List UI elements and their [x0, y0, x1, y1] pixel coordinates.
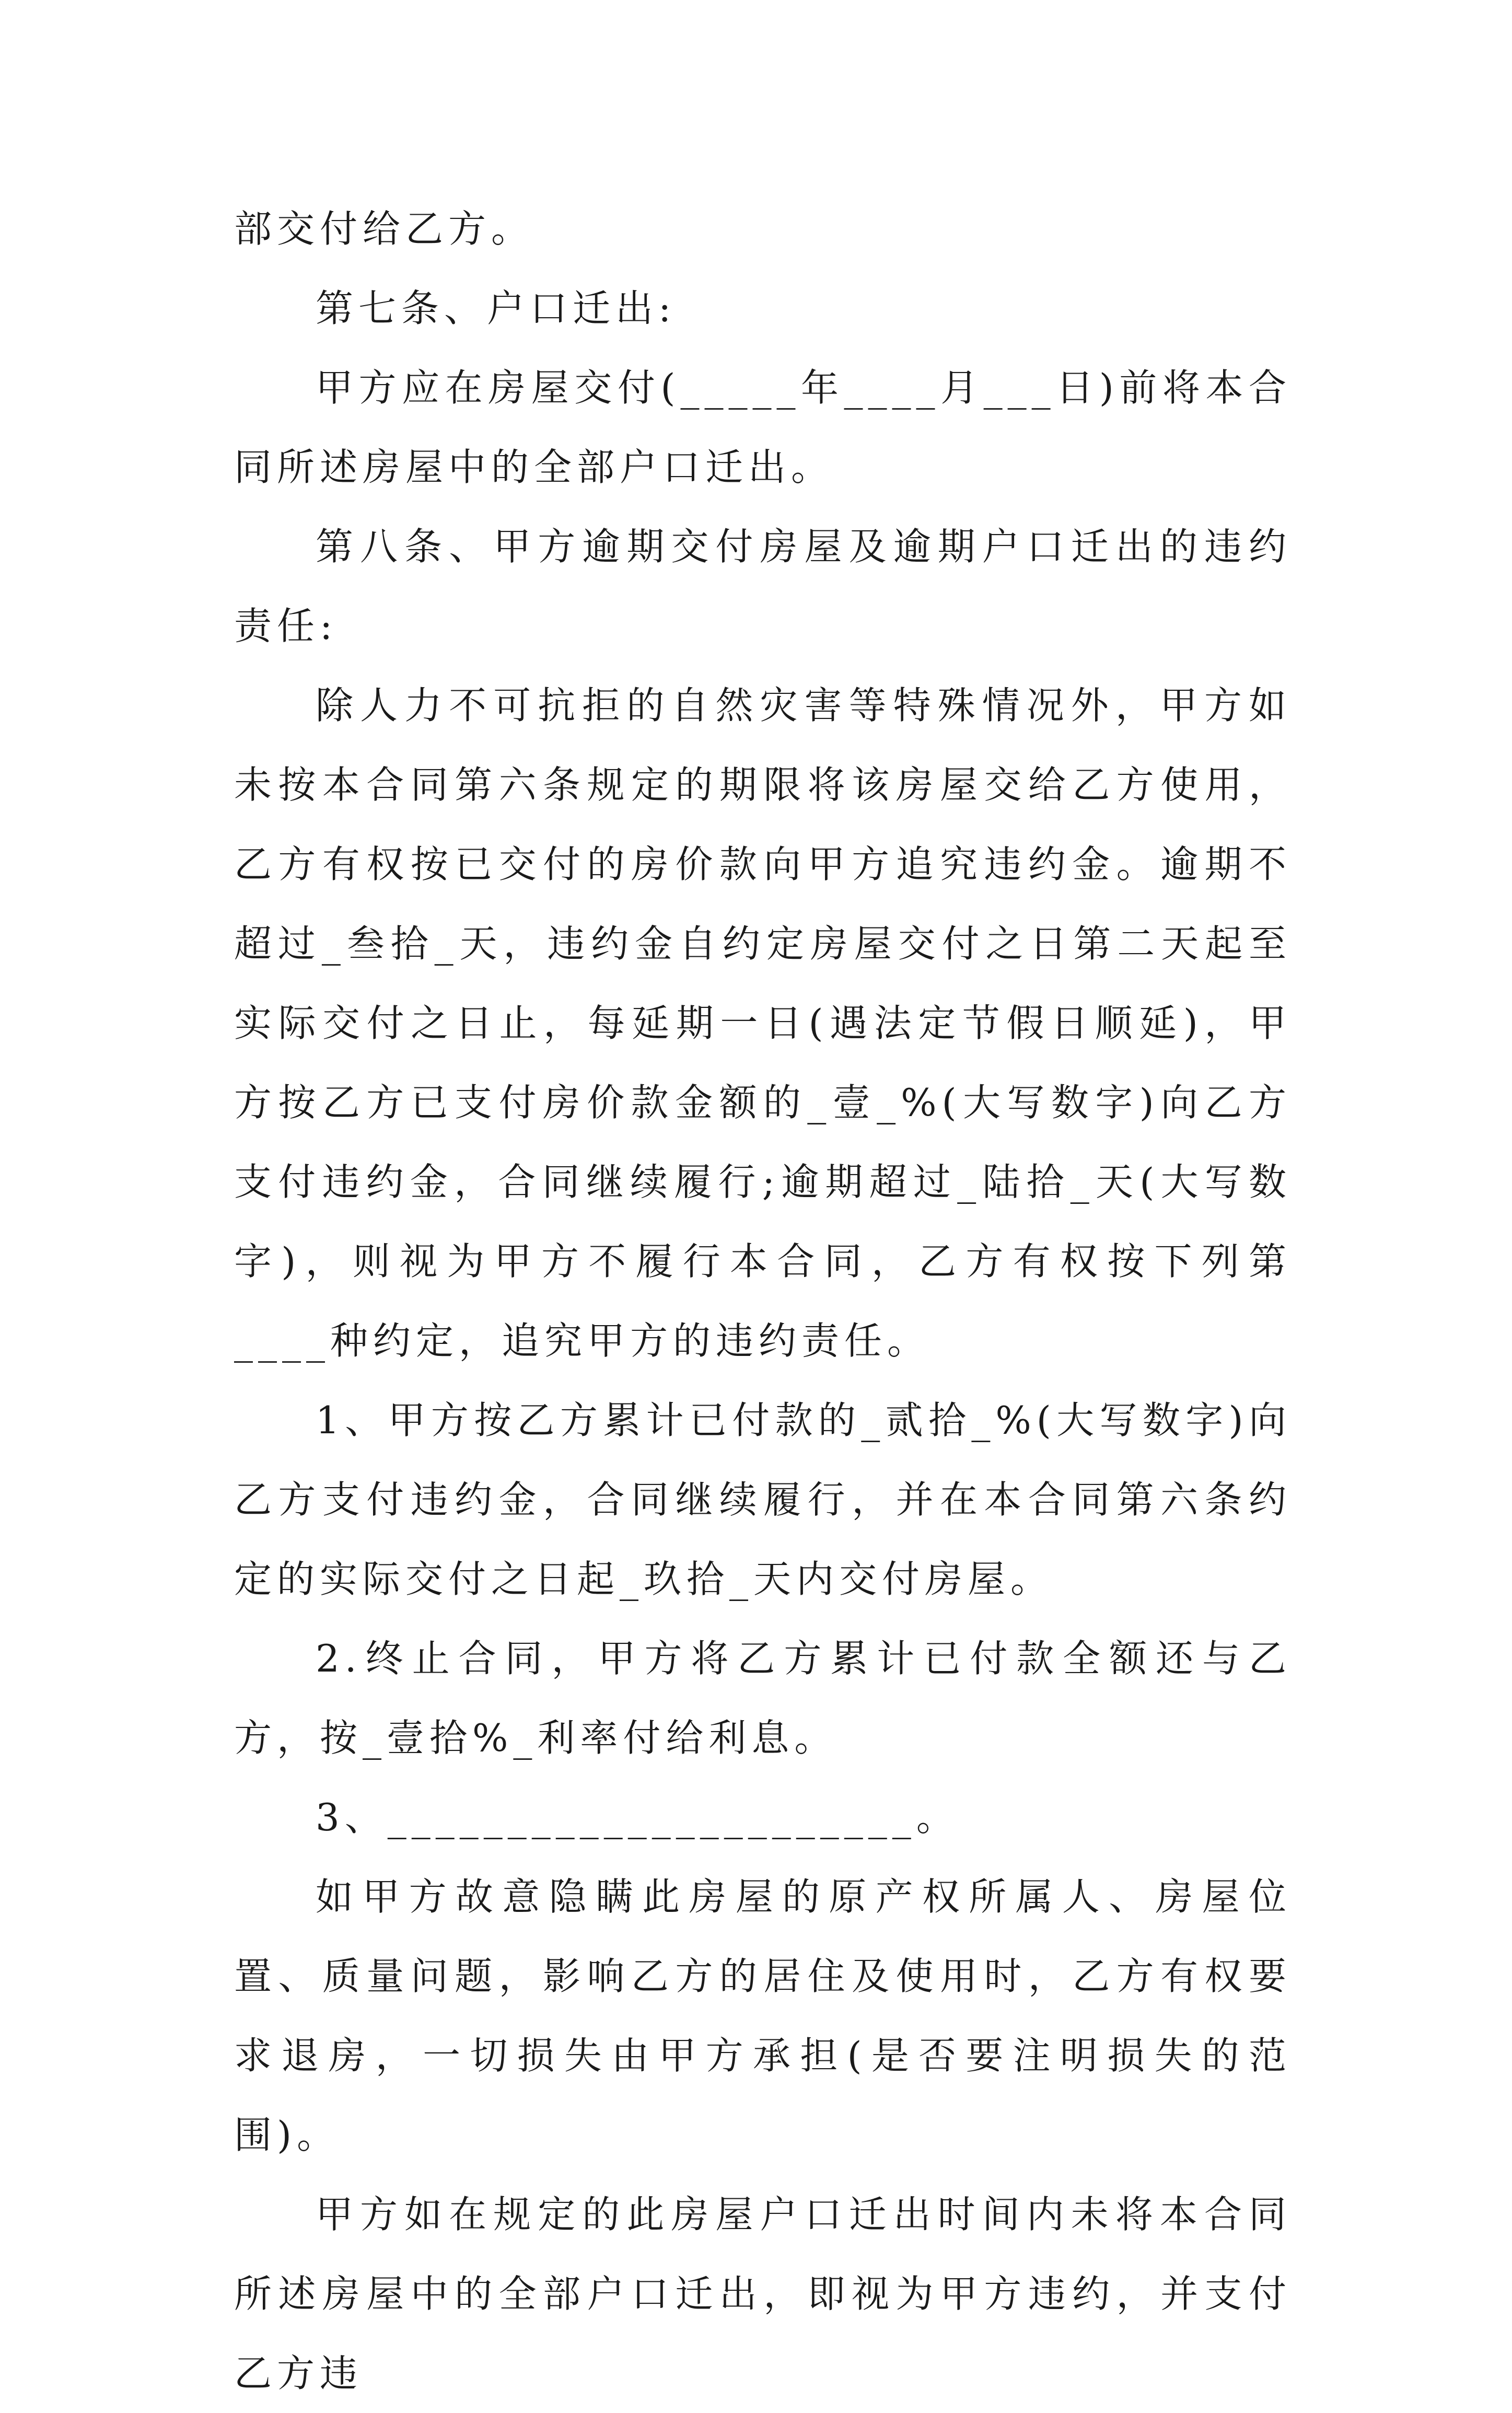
article-7-heading: 第七条、户口迁出:: [316, 286, 677, 330]
clause-2: 2.终止合同，甲方将乙方累计已付款全额还与乙方，按_壹拾%_利率付给利息。: [234, 1637, 1292, 1760]
article-8-text: 除人力不可抗拒的自然灾害等特殊情况外，甲方如未按本合同第六条规定的期限将该房屋交给乙方使用，乙方有权按已交付的房价款向甲方追究违约金。逾期不超过_叁拾_天，违约金自约定房屋交付之日第二天起至实际交付之日止，每延期一日(遇法定节假日顺延)，甲方按乙方已支付房价款金额的_壹_%(大写数字)向乙方支付违约金，合同继续履行;逾期超过_陆拾_天(大写数字)，则视为甲方不履行本合同，乙方有权按下列第____种约定，追究甲方的违约责任。: [234, 683, 1292, 1363]
clause-3: 3、______________________。: [316, 1795, 959, 1839]
paragraph-continuation: 部交付给乙方。: [234, 207, 534, 251]
article-8-heading: 第八条、甲方逾期交付房屋及逾期户口迁出的违约责任:: [234, 525, 1292, 648]
clause-1: 1、甲方按乙方累计已付款的_贰拾_%(大写数字)向乙方支付违约金，合同继续履行，并在本合同第六条约定的实际交付之日起_玖拾_天内交付房屋。: [234, 1398, 1292, 1601]
household-registration-paragraph: 甲方如在规定的此房屋户口迁出时间内未将本合同所述房屋中的全部户口迁出，即视为甲方违约，并支付乙方违: [234, 2192, 1292, 2395]
document-body: [234, 189, 1292, 2413]
article-7-text: 甲方应在房屋交付(_____年____月___日)前将本合同所述房屋中的全部户口迁出。: [234, 366, 1292, 489]
concealment-paragraph: 如甲方故意隐瞒此房屋的原产权所属人、房屋位置、质量问题，影响乙方的居住及使用时，乙方有权要求退房，一切损失由甲方承担(是否要注明损失的范围)。: [234, 1875, 1292, 2157]
